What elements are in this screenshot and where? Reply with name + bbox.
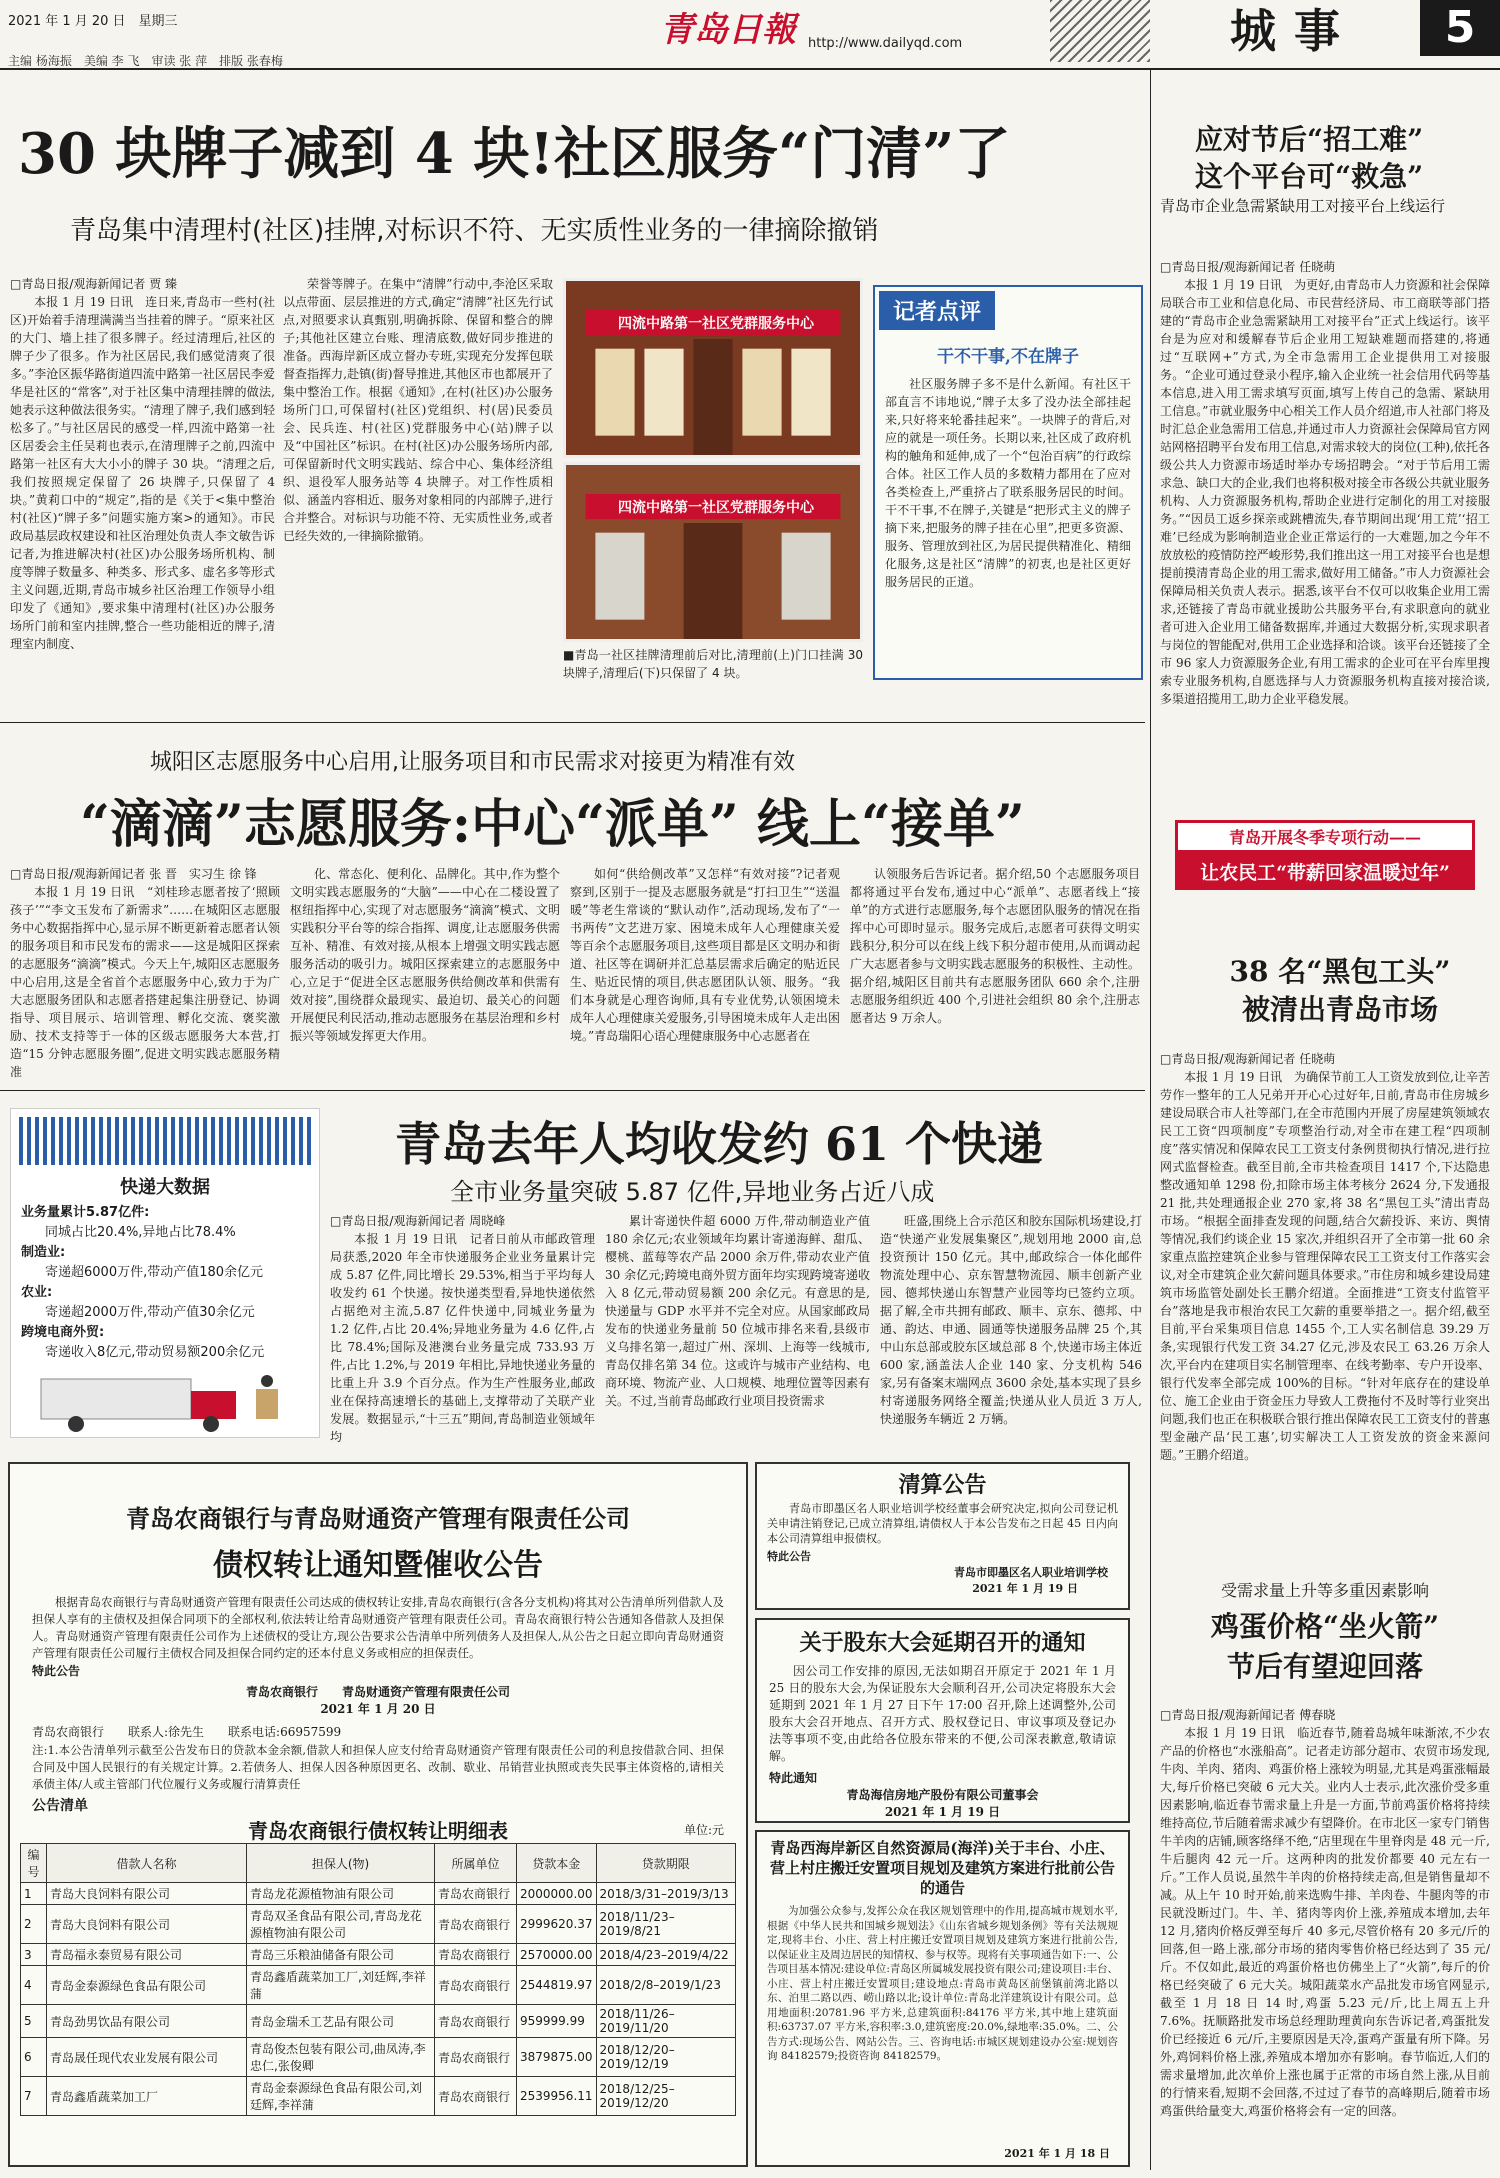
ad1-head: 青岛农商银行与青岛财通资产管理有限责任公司 bbox=[126, 1504, 630, 1533]
table-cell: 2018/11/26–2019/11/20 bbox=[596, 2005, 735, 2038]
ad3-title: 关于股东大会延期召开的通知 bbox=[799, 1630, 1086, 1656]
table-cell: 2018/12/25–2019/12/20 bbox=[596, 2077, 735, 2116]
banner-line1: 青岛开展冬季专项行动—— bbox=[1178, 823, 1472, 850]
ad2-sign-label: 特此公告 bbox=[767, 1550, 811, 1563]
ad1-list-label: 公告清单 bbox=[32, 1798, 88, 1814]
review-text: 社区服务牌子多不是什么新闻。有社区干部直言不讳地说,“牌子太多了没办法全部挂起来,只好将来轮番挂起来”。一块牌子的背后,对应的就是一项任务。长期以来,社区成了政府机构的触角和延伸,成了一个“包治百病”的行政综合体。社区工作人员的多数精力都用在了应对各类检查上,严重挤占了联系服务居民的时间。干不干事,不在牌子,关键是“把形式主义的牌子摘下来,把服务的牌子挂在心里”,把更多资源、服务、管理放到社区,为居民提供精准化、精细化服务,这是社区“清牌”的初衷,也是社区更好服务居民的正道。 bbox=[885, 377, 1131, 589]
mid-column-3: 如何“供给侧改革”又怎样“有效对接”?记者观察到,区别于一提及志愿服务就是“打扫卫生”“送温暖”等老生常谈的“默认动作”,活动现场,发布了“一书两传”文艺进万家、困境未成年人心理健康关爱等百余个志愿服务项目,这些项目都是区文明办和街道、社区等在调研并汇总基层需求后确定的贴近民生、贴近民情的项目,供志愿团队认领、服务。“我们本身就是心理咨询师,具有专业优势,认领困境未成年人心理健康关爱服务,引导困境未成年人走出困境。”青岛瑞阳心语心理健康服务中心志愿者在 bbox=[570, 867, 840, 1043]
table-cell: 青岛农商银行 bbox=[435, 1944, 517, 1966]
table-header: 编号 bbox=[21, 1844, 47, 1883]
table-cell: 青岛鑫盾蔬菜加工厂 bbox=[47, 2077, 247, 2116]
ad2-body: 青岛市即墨区名人职业培训学校经董事会研究决定,拟向公司登记机关申请注销登记,已成立清算组,请债权人于本公告发布之日起 45 日内向本公司清算组申报债权。 bbox=[767, 1502, 1118, 1545]
express-headline: 青岛去年人均收发约 61 个快递 bbox=[395, 1117, 1044, 1171]
table-cell: 4 bbox=[21, 1966, 47, 2005]
table-cell: 青岛俊杰包装有限公司,曲凤涛,李忠仁,张俊卿 bbox=[247, 2038, 435, 2077]
table-cell: 青岛晟任现代农业发展有限公司 bbox=[47, 2038, 247, 2077]
lead-subtitle: 青岛集中清理村(社区)挂牌,对标识不符、无实质性业务的一律摘除撤销 bbox=[70, 216, 879, 246]
table-cell: 青岛农商银行 bbox=[435, 1905, 517, 1944]
right2-byline: □青岛日报/观海新闻记者 任晓萌 bbox=[1160, 1052, 1336, 1066]
table-cell: 3879875.00 bbox=[517, 2038, 597, 2077]
table-cell: 青岛农商银行 bbox=[435, 2077, 517, 2116]
table-row bbox=[21, 1905, 736, 1944]
table-cell: 青岛双圣食品有限公司,青岛龙花源植物油有限公司 bbox=[247, 1905, 435, 1944]
table-row bbox=[21, 1883, 736, 1905]
ad1-sign-label: 特此公告 bbox=[32, 1664, 81, 1678]
header-rule bbox=[0, 68, 1500, 70]
ad2-title: 清算公告 bbox=[898, 1472, 987, 1498]
right1-body: 本报 1 月 19 日讯 为更好,由青岛市人力资源和社会保障局联合市工业和信息化局、市民营经济局、市工商联等部门搭建的“青岛市企业急需紧缺用工对接平台”正式上线运行。该平台是为应对和缓解春节后企业用工短缺难题而搭建的,将通过“互联网+”方式,为全市急需用工企业提供用工对接服务。“企业可通过登录小程序,输入企业统一社会信用代码等基本信息,进入用工需求填写页面,填写上传自己的急需、紧缺用工信息。”市就业服务中心相关工作人员介绍道,市人社部门将及时汇总企业急需用工信息,并通过市人力资源社会保障局官方网站网格招聘平台发布用工信息,对需求较大的岗位(工种),依托各级公共人力资源市场适时举办专场招聘会。“对于节后用工需求急、缺口大的企业,我们也将积极对接全市各级公共就业服务机构、人力资源服务机构,帮助企业进行定制化的用工对接服务。”“因员工返乡探亲或跳槽流失,春节期间出现‘用工荒’‘招工难’已经成为影响制造业企业正常运行的一大难题,加之今年不放放松的疫情防控严峻形势,我们推出这一用工对接平台也是想提前摸清青岛企业的用工需求,做好用工储备。”市人力资源社会保障局相关负责人表示。据悉,该平台不仅可以收集企业用工需求,还链接了青岛市就业援助公共服务平台,有求职意向的就业者可进入企业用工储备数据库,并通过大数据分析,实现求职者与岗位的智能配对,供用工企业选择和洽谈。该平台还链接了全市 96 家人力资源服务企业,有用工需求的企业可在平台库里搜索专业服务机构,自愿选择与人力资源服务机构直接对接洽谈,多渠道招揽用工,助力企业平稳发展。 bbox=[1160, 278, 1490, 706]
ad1-signers: 青岛农商银行 青岛财通资产管理有限责任公司 bbox=[245, 1685, 510, 1699]
right2-title-line1: 38 名“黑包工头” bbox=[1229, 955, 1451, 988]
stat-value: 寄递收入8亿元,带动贸易额200余亿元 bbox=[45, 1345, 265, 1360]
table-cell: 青岛农商银行 bbox=[435, 1966, 517, 2005]
newspaper-logo: 青岛日報 bbox=[660, 10, 796, 50]
table-cell: 2018/12/20–2019/12/19 bbox=[596, 2038, 735, 2077]
table-cell: 2018/3/31–2019/3/13 bbox=[596, 1883, 735, 1905]
planning-notice bbox=[755, 1830, 1130, 2167]
ad2-date: 2021 年 1 月 19 日 bbox=[972, 1582, 1078, 1595]
mid-column-2: 化、常态化、便利化、品牌化。其中,作为整个文明实践志愿服务的“大脑”——中心在二楼设置了枢纽指挥中心,实现了对志愿服务“滴滴”模式、文明实践积分平台等的综合指挥、调度,让志愿服务供需互补、精准、有效对接,从根本上增强文明实践志愿服务活动的吸引力。城阳区探索建立的志愿服务中心,立足于“促进全区志愿服务供给侧改革和供需有效对接”,围绕群众最现实、最迫切、最关心的问题开展便民利民活动,推动志愿服务在基层治理和乡村振兴等领域发挥更大作用。 bbox=[290, 867, 560, 1043]
table-row bbox=[21, 2038, 736, 2077]
review-title: 干不干事,不在牌子 bbox=[937, 347, 1079, 367]
delivery-truck-icon bbox=[31, 1369, 301, 1434]
ad1-contact: 青岛农商银行 联系人:徐先生 联系电话:66957599 bbox=[32, 1725, 342, 1739]
table-cell: 959999.99 bbox=[517, 2005, 597, 2038]
ad2-signer: 青岛市即墨区名人职业培训学校 bbox=[954, 1566, 1108, 1579]
stat-label: 业务量累计5.87亿件: bbox=[21, 1205, 150, 1220]
section-rule-2 bbox=[0, 1090, 1145, 1091]
stat-value: 寄递超6000万件,带动产值180余亿元 bbox=[45, 1265, 264, 1280]
ad4-title: 青岛西海岸新区自然资源局(海洋)关于丰台、小庄、营上村庄搬迁安置项目规划及建筑方案进行批前公告的通告 bbox=[769, 1839, 1115, 1897]
table-cell: 青岛鑫盾蔬菜加工厂,刘廷辉,李祥蒲 bbox=[247, 1966, 435, 2005]
photo-after bbox=[563, 462, 863, 642]
express-subtitle: 全市业务量突破 5.87 亿件,异地业务占近八成 bbox=[450, 1178, 935, 1206]
stat-label: 农业: bbox=[21, 1285, 53, 1300]
ad1-date: 2021 年 1 月 20 日 bbox=[320, 1702, 436, 1716]
editors-line: 主编 杨海振 美编 李 飞 审读 张 萍 排版 张春梅 bbox=[8, 54, 283, 68]
stat-label: 跨境电商外贸: bbox=[21, 1325, 105, 1340]
photo-before bbox=[563, 278, 863, 458]
table-cell: 青岛三乐粮油储备有限公司 bbox=[247, 1944, 435, 1966]
table-cell: 7 bbox=[21, 2077, 47, 2116]
table-cell: 5 bbox=[21, 2005, 47, 2038]
express-column-2: 累计寄递快件超 6000 万件,带动制造业产值 180 余亿元;农业领域年均累计寄递海鲜、甜瓜、樱桃、蓝莓等农产品 2000 余万件,带动农业产值 30 余亿元;跨境电商外贸方面年均实现跨境寄递收入 8 亿元,带动贸易额 200 余亿元。有意思的是,快递量与 GDP 水平并不完全对应。从国家邮政局发布的快递业务量前 50 位城市排名来看,县级市义乌排名第一,超过广州、深圳、上海等一线城市,青岛仅排名第 34 位。这或许与城市产业结构、电商环境、物流产业、人口规模、地理位置等因素有关。不过,当前青岛邮政行业项目投资需求 bbox=[605, 1214, 870, 1408]
ad3-signer: 青岛海信房地产股份有限公司董事会 bbox=[846, 1788, 1039, 1802]
ad1-table-title: 青岛农商银行债权转让明细表 bbox=[248, 1819, 508, 1843]
debt-transfer-notice bbox=[8, 1462, 748, 2167]
mid-kicker: 城阳区志愿服务中心启用,让服务项目和市民需求对接更为精准有效 bbox=[150, 750, 795, 775]
photo-caption: ■青岛一社区挂牌清理前后对比,清理前(上)门口挂满 30 块牌子,清理后(下)只保留了 4 块。 bbox=[563, 648, 863, 680]
right1-title-line1: 应对节后“招工难” bbox=[1195, 123, 1424, 156]
ad1-body: 根据青岛农商银行与青岛财通资产管理有限责任公司达成的债权转让安排,青岛农商银行(含各分支机构)将其对公告清单所列借款人及担保人享有的主债权及担保合同项下的全部权利,依法转让给青岛财通资产管理有限责任公司。青岛农商银行特公告通知各借款人及担保人。青岛财通资产管理有限责任公司作为上述债权的受让方,现公告要求公告清单中所列债务人及担保人,从公告之日起立即向青岛财通资产管理有限责任公司履行主债权合同及担保合同约定的还本付息义务或相应的担保责任。 bbox=[32, 1595, 724, 1660]
right3-body: 本报 1 月 19 日讯 临近春节,随着岛城年味渐浓,不少农产品的价格也“水涨船高”。记者走访部分超市、农贸市场发现,牛肉、羊肉、猪肉、鸡蛋价格上涨较为明显,尤其是鸡蛋涨幅最大,每斤价格已突破 6 元大关。业内人士表示,此次涨价受多重因素影响,临近春节需求量上升是一方面,节前鸡蛋价格将持续维持高位,节后随着需求减少有望降价。在市北区一家专门销售牛羊肉的店铺,顾客络绎不绝,“店里现在牛里脊肉是 48 元一斤,牛后腿肉 42 元一斤。这两种肉的批发价都要 40 元左右一斤。”工作人员说,虽然牛羊肉的价格持续走高,但是销售量却不减。从上午 10 时开始,前来选购牛排、羊肉卷、牛腿肉等的市民就没断过门。牛、羊、猪肉等肉价上涨,养殖成本增加,去年 12 月,猪肉价格反弹至每斤 40 多元,尽管价格有 20 多元/斤的回落,但一路上涨,部分市场的猪肉零售价格已经达到了 35 元/斤。不仅如此,最近的鸡蛋价格也仿佛坐上了“火箭”,每斤的价格已经突破了 6 元大关。城阳蔬菜水产品批发市场官网显示,截至 1 月 18 日 14 时,鸡蛋 5.23 元/斤,比上周五上升 7.6%。抚顺路批发市场总经理助理黄向东告诉记者,鸡蛋批发价已经接近 6 元/斤,主要原因是天冷,蛋鸡产蛋量有所下降。另外,鸡饲料价格上涨,养殖成本增加亦有影响。春节临近,人们的需求量增加,此次单价上涨也属于正常的市场自然上涨,从目前的行情来看,短期不会回落,不过过了春节的高峰期后,随着市场鸡蛋供给量变大,鸡蛋价格将会有一定的回落。 bbox=[1160, 1726, 1490, 2118]
table-cell: 2018/2/8–2019/1/23 bbox=[596, 1966, 735, 2005]
table-header: 借款人名称 bbox=[47, 1844, 247, 1883]
table-cell: 青岛金泰源绿色食品有限公司 bbox=[47, 1966, 247, 2005]
table-cell: 2 bbox=[21, 1905, 47, 1944]
table-row bbox=[21, 2005, 736, 2038]
table-cell: 青岛大良饲料有限公司 bbox=[47, 1905, 247, 1944]
issue-date: 2021 年 1 月 20 日 星期三 bbox=[8, 14, 178, 29]
debt-detail-table bbox=[20, 1843, 736, 2116]
table-row bbox=[21, 2077, 736, 2116]
table-row bbox=[21, 1944, 736, 1966]
table-cell: 6 bbox=[21, 2038, 47, 2077]
right1-title-line2: 这个平台可“救急” bbox=[1195, 160, 1424, 193]
ad1-unit: 单位:元 bbox=[683, 1823, 724, 1837]
reporter-review-box bbox=[873, 285, 1143, 680]
ad4-body: 为加强公众参与,发挥公众在我区规划管理中的作用,提高城市规划水平,根据《中华人民共和国城乡规划法》《山东省城乡规划条例》等有关法规规定,现将丰台、小庄、营上村庄搬迁安置项目规划及建筑方案进行批前公告,以保证业主及周边居民的知情权、参与权等。现将有关事项通告如下:一、公告项目基本情况:建设单位:青岛区所属城发展投资有限公司;建设项目:丰台、小庄、营上村庄搬迁安置项目;建设地点:青岛市黄岛区前堡镇前湾北路以东、泊里二路以西、崂山路以北;设计单位:青岛北洋建筑设计有限公司。总用地面积:20781.96 平方米,总建筑面积:84176 平方米,其中地上建筑面积:63737.07 平方米,容积率:3.0,建筑密度:20.0%,绿地率:35.0%。二、公告方式:现场公告、网站公告。三、咨询电话:市城区规划建设办公室:规划咨询 84182579;投资咨询 84182579。 bbox=[767, 1905, 1118, 2062]
lead-column-2: 荣誉等牌子。在集中“清牌”行动中,李沧区采取以点带面、层层推进的方式,确定“清牌”社区先行试点,对照要求认真甄别,明确拆除、保留和整合的牌子;其他社区建立台账、理清底数,做好同步推进的准备。西海岸新区成立督办专班,实现充分发挥包联督查指挥力,赴镇(街)督导推进,其他区市也都展开了集中整治工作。根据《通知》,在村(社区)办公服务场所门口,可保留村(社区)党组织、村(居)民委员会、民兵连、村(社区)党群服务中心(站)牌子以及“中国社区”标识。在村(社区)办公服务场所内部,可保留新时代文明实践站、综合中心、集体经济组织、退役军人服务站等 4 块牌子。对工作性质相似、涵盖内容相近、服务对象相同的内部牌子,进行合并整合。对标识与功能不符、无实质性业务,或者已经失效的,一律摘除撤销。 bbox=[283, 277, 553, 543]
table-header: 贷款本金 bbox=[517, 1844, 597, 1883]
table-header: 担保人(物) bbox=[247, 1844, 435, 1883]
header-decoration bbox=[1050, 0, 1150, 62]
ad3-body: 因公司工作安排的原因,无法如期召开原定于 2021 年 1 月 25 日的股东大会,为保证股东大会顺利召开,公司决定将股东大会延期到 2021 年 1 月 27 日下午 17:00 召开,除上述调整外,公司股东大会召开地点、召开方式、股权登记日、审议事项及登记办法等事项不变,由此给各位股东带来的不便,公司深表歉意,敬请谅解。 bbox=[769, 1664, 1116, 1763]
right3-byline: □青岛日报/观海新闻记者 傅春晓 bbox=[1160, 1708, 1336, 1722]
express-column-1: 本报 1 月 19 日讯 记者日前从市邮政管理局获悉,2020 年全市快递服务企业业务量累计完成 5.87 亿件,同比增长 29.53%,相当于平均每人收发约 61 个快递。按快递类型看,异地快递依然占据绝对主流,5.87 亿件快递中,同城业务量为 1.2 亿件,占比 20.4%;异地业务量为 4.6 亿件,占比 78.4%;国际及港澳台业务量完成 733.93 万件,占比 1.2%,与 2019 年相比,异地快递业务量的比重上升 3.9 个百分点。作为生产性服务业,邮政业在保持高速增长的基础上,支撑带动了关联产业发展。数据显示,“十三五”期间,青岛制造业领域年均 bbox=[330, 1232, 595, 1444]
ad4-date: 2021 年 1 月 18 日 bbox=[1004, 2147, 1110, 2160]
right2-title-line2: 被清出青岛市场 bbox=[1241, 993, 1438, 1026]
table-cell: 2018/11/23–2019/8/21 bbox=[596, 1905, 735, 1944]
table-cell: 青岛大良饲料有限公司 bbox=[47, 1883, 247, 1905]
section-name: 城事 bbox=[1230, 4, 1358, 58]
stat-label: 制造业: bbox=[21, 1245, 66, 1260]
photo-sign-before: 四流中路第一社区党群服务中心 bbox=[618, 316, 814, 332]
express-byline: □青岛日报/观海新闻记者 周晓峰 bbox=[330, 1214, 506, 1228]
column-divider bbox=[1150, 70, 1151, 2170]
liquidation-notice bbox=[755, 1462, 1130, 1610]
mid-byline: □青岛日报/观海新闻记者 张 晋 实习生 徐 锋 bbox=[10, 867, 257, 881]
table-cell: 青岛农商银行 bbox=[435, 1883, 517, 1905]
stat-value: 同城占比20.4%,异地占比78.4% bbox=[45, 1225, 236, 1240]
table-cell: 青岛农商银行 bbox=[435, 2038, 517, 2077]
table-cell: 2018/4/23–2019/4/22 bbox=[596, 1944, 735, 1966]
table-cell: 2570000.00 bbox=[517, 1944, 597, 1966]
table-cell: 青岛龙花源植物油有限公司 bbox=[247, 1883, 435, 1905]
table-cell: 1 bbox=[21, 1883, 47, 1905]
table-header: 贷款期限 bbox=[596, 1844, 735, 1883]
ad1-title: 债权转让通知暨催收公告 bbox=[213, 1548, 543, 1583]
review-tag: 记者点评 bbox=[879, 291, 995, 330]
lead-headline: 30 块牌子减到 4 块!社区服务“门清”了 bbox=[18, 121, 1011, 187]
table-cell: 2544819.97 bbox=[517, 1966, 597, 2005]
table-cell: 2000000.00 bbox=[517, 1883, 597, 1905]
section-rule bbox=[0, 722, 1145, 723]
right2-body: 本报 1 月 19 日讯 为确保节前工人工资发放到位,让辛苦劳作一整年的工人兄弟开开心心过好年,日前,青岛市住房城乡建设局联合市人社等部门,在全市范围内开展了房屋建筑领域农民工工资“四项制度”专项整治行动,对全市在建工程“四项制度”落实情况和保障农民工工资支付条例贯彻执行情况,进行拉网式监督检查。截至目前,全市共检查项目 1417 个,下达隐患整改通知单 1298 份,扣除市场主体考核分 2624 分,下发通报 21 批,共处理通报企业 270 家,将 38 名“黑包工头”清出青岛市场。“根据全面排查发现的问题,结合欠薪投诉、来访、舆情等情况,我们约谈企业 15 家次,并组织召开了全市第一批 60 余家重点监控建筑企业参与管理保障农民工工资支付工作落实会议,对全市建筑企业欠薪问题具体要求。”市住房和城乡建设局建筑市场监管处副处长王鹏介绍道。全面推进“工资支付监管平台”落地是我市根治农民工欠薪的重要举措之一。据介绍,截至目前,平台采集项目信息 1455 个,工人实名制信息 39.29 万条,实现银行代发工资 34.27 亿元,涉及农民工 63.26 万余人次,平台内在建项目实名制管理率、在线考勤率、专户开设率、银行代发率全部完成 100%的目标。“针对年底存在的建设单位、施工企业由于资金压力导致人工费拖付不及时等行业突出问题,我们也正在积极联合银行推出保障农民工工资支付的普惠型金融产品‘民工惠’,切实解决工人工资发放的资金来源问题。”王鹏介绍道。 bbox=[1160, 1070, 1490, 1462]
campaign-banner bbox=[1175, 820, 1475, 890]
shareholder-meeting-notice bbox=[755, 1618, 1130, 1823]
table-cell: 青岛农商银行 bbox=[435, 2005, 517, 2038]
express-data-box bbox=[10, 1108, 320, 1438]
banner-line2: 让农民工“带薪回家温暖过年” bbox=[1200, 862, 1450, 884]
right3-title-line2: 节后有望迎回落 bbox=[1226, 1650, 1423, 1683]
mid-headline: “滴滴”志愿服务:中心“派单” 线上“接单” bbox=[80, 794, 1025, 855]
table-cell: 2999620.37 bbox=[517, 1905, 597, 1944]
stat-value: 寄递超2000万件,带动产值30余亿元 bbox=[45, 1305, 255, 1320]
lead-column-1: 本报 1 月 19 日讯 连日来,青岛市一些村(社区)开始着手清理满满当当挂着的牌子。“原来社区的大门、墙上挂了很多牌子。经过清理后,社区的牌子少了很多。作为社区居民,我们感觉清爽了很多。”李沧区振华路街道四流中路第一社区居民李爱华是社区的“常客”,对于社区集中清理挂牌的做法,她表示这种做法很务实。“清理了牌子,我们感到轻松多了。”与社区居民的感受一样,四流中路第一社区居委会主任吴莉也表示,在清理牌子之前,四流中路第一社区有大大小小的牌子 30 块。“清理之后,我们按照规定保留了 26 块牌子,只保留了 4 块。”黄莉口中的“规定”,指的是《关于<集中整治村(社区)“牌子多”问题实施方案>的通知》。市民政局基层政权建设和社区治理处负责人李文敏告诉记者,为推进解决村(社区)办公服务场所机构、制度等牌子数量多、种类多、形式多、虚名多等形式主义问题,近期,青岛市城乡社区治理工作领导小组印发了《通知》,要求集中清理村(社区)办公服务场所门前和室内挂牌,整合一些功能相近的牌子,清理室内制度、 bbox=[10, 295, 275, 651]
express-box-title: 快递大数据 bbox=[120, 1177, 210, 1198]
express-column-3: 旺盛,围绕上合示范区和胶东国际机场建设,打造“快递产业发展集聚区”,规划用地 2000 亩,总投资预计 150 亿元。其中,邮政综合一体化邮件物流处理中心、京东智慧物流园、顺丰创新产业园、德邦快递山东智慧产业园等均已签约立项。据了解,全市共拥有邮政、顺丰、京东、德邦、中通、韵达、申通、圆通等快递服务品牌 25 个,其中山东总部或胶东区域总部 8 个,快递市场主体近 600 家,涵盖法人企业 140 家、分支机构 546 家,另有备案末端网点 3600 余处,基本实现了县乡村寄递服务网络全覆盖;快递从业人员近 3 万人,快递服务车辆近 2 万辆。 bbox=[880, 1214, 1142, 1426]
table-cell: 青岛福永泰贸易有限公司 bbox=[47, 1944, 247, 1966]
right1-subtitle: 青岛市企业急需紧缺用工对接平台上线运行 bbox=[1160, 197, 1446, 215]
site-url[interactable]: http://www.dailyqd.com bbox=[808, 36, 963, 51]
right3-kicker: 受需求量上升等多重因素影响 bbox=[1220, 1581, 1429, 1600]
table-cell: 青岛金瑞禾工艺品有限公司 bbox=[247, 2005, 435, 2038]
mid-column-1: 本报 1 月 19 日讯 “刘桂珍志愿者按了‘照顾孩子’”“李文玉发布了新需求”……在城阳区志愿服务中心数据指挥中心,显示屏不断更新着志愿者认领的服务项目和市民发布的需求——这是城阳区探索的志愿服务“滴滴”模式。今天上午,城阳区志愿服务中心启用,这是全省首个志愿服务中心,致力于为广大志愿服务团队和志愿者搭建起集注册登记、协调指导、项目展示、培训管理、孵化交流、褒奖激励、技术支持等于一体的区级志愿服务大本营,打造“15 分钟志愿服务圈”,促进文明实践志愿服务精准 bbox=[10, 885, 280, 1079]
ad1-note: 注:1.本公告清单列示截至公告发布日的贷款本金余额,借款人和担保人应支付给青岛财通资产管理有限责任公司的利息按借款合同、担保合同及中国人民银行的有关规定计算。2.若债务人、担保人因各种原因更名、改制、歇业、吊销营业执照或丧失民事主体资格的,请相关承债主体/人或主管部门代位履行义务或履行清算责任 bbox=[32, 1743, 724, 1791]
right3-title-line1: 鸡蛋价格“坐火箭” bbox=[1210, 1610, 1440, 1643]
mid-column-4: 认领服务后告诉记者。据介绍,50 个志愿服务项目都将通过平台发布,通过中心“派单”、志愿者线上“接单”的方式进行志愿服务,每个志愿团队服务的情况在指挥中心可即时显示。服务完成后,志愿者可获得文明实践积分,积分可以在线上线下积分超市使用,从而调动起广大志愿者参与文明实践志愿服务的积极性、主动性。据介绍,城阳区目前共有志愿服务团队 660 余个,注册志愿服务组织近 400 个,引进社会组织 80 余个,注册志愿者达 9 万余人。 bbox=[850, 867, 1140, 1025]
right1-byline: □青岛日报/观海新闻记者 任晓萌 bbox=[1160, 260, 1336, 274]
table-row bbox=[21, 1966, 736, 2005]
ad3-date: 2021 年 1 月 19 日 bbox=[884, 1805, 1001, 1819]
photo-sign-after: 四流中路第一社区党群服务中心 bbox=[618, 500, 814, 516]
table-cell: 青岛劲男饮品有限公司 bbox=[47, 2005, 247, 2038]
page-number: 5 bbox=[1420, 0, 1500, 56]
ad3-sign-label: 特此通知 bbox=[769, 1771, 818, 1785]
table-header: 所属单位 bbox=[435, 1844, 517, 1883]
table-cell: 2539956.11 bbox=[517, 2077, 597, 2116]
table-cell: 3 bbox=[21, 1944, 47, 1966]
lead-byline: □青岛日报/观海新闻记者 贾 臻 bbox=[10, 277, 178, 291]
table-cell: 青岛金泰源绿色食品有限公司,刘廷辉,李祥蒲 bbox=[247, 2077, 435, 2116]
